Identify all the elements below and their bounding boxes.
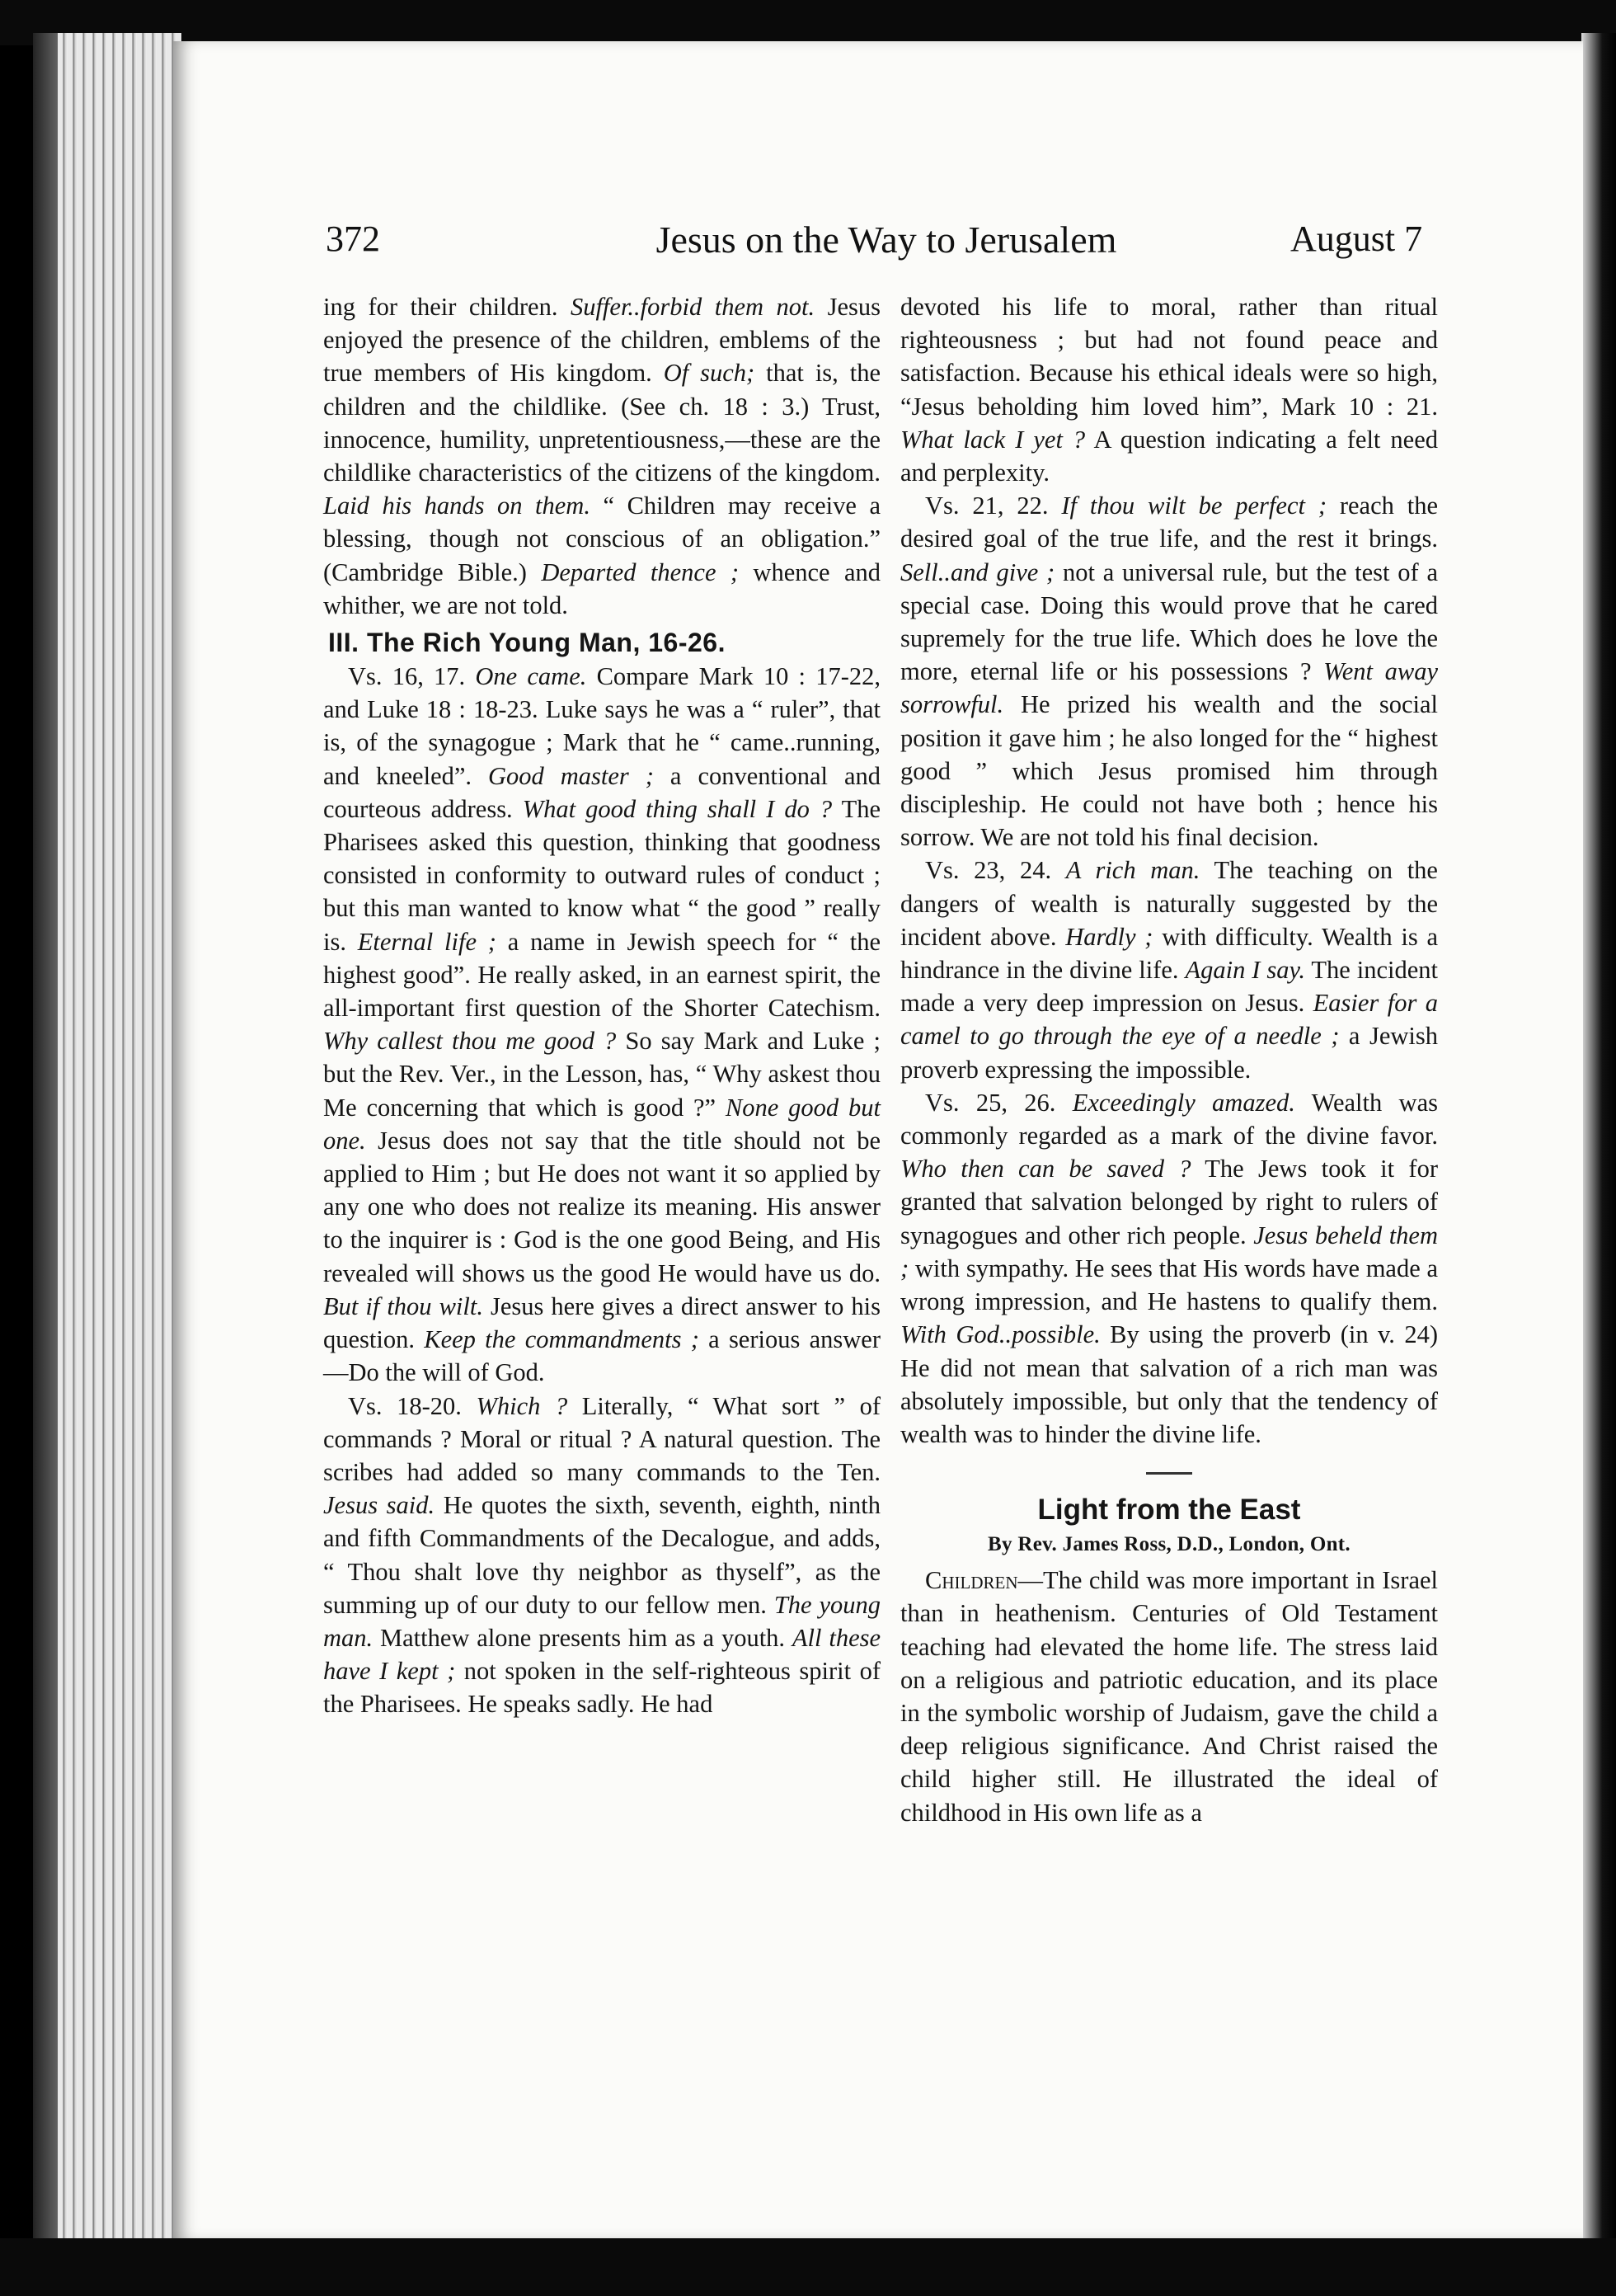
paragraph: devoted his life to moral, rather than ritual righteousness ; but had not found peace and satisfaction. Because his ethical ideals were so high, “Jesus beholding him loved him”, Mark 10 : 21. What lack I yet ? A question indicating a felt need and perplexity. [900,293,1438,487]
running-title: Jesus on the Way to Jerusalem [655,219,1117,261]
running-date: August 7 [1290,219,1423,259]
paragraph: Vs. 23, 24. A rich man. The teaching on the dangers of wealth is naturally suggested by the incident above. Hardly ; with difficulty. Wealth is a hindrance in the divine life. Again I say. The incident made a very deep impression on Jesus. Easier for a camel to go through the eye of a needle ; a Jewish proverb expressing the impossible. [900,856,1439,1084]
paragraph: Vs. 18-20. Which ? Literally, “ What sort ” of commands ? Moral or ritual ? A natural question. The scribes had added so many commands to the Ten. Jesus said. He quotes the sixth, seventh, eighth, ninth and fifth Commandments of the Decalogue, and adds, “ Thou shalt love thy neighbor as thyself”, as the summing up of our duty to our fellow men. The young man. Matthew alone presents him as a youth. All these have I kept ; not spoken in the self-righteous spirit of the Pharisees. He speaks sadly. He had [323,1391,881,1719]
article-byline: By Rev. James Ross, D.D., London, Ont. [988,1533,1351,1556]
right-column [900,290,1438,1829]
left-column [323,290,881,1721]
book-page-edges [58,33,181,2243]
paragraph: Vs. 16, 17. One came. Compare Mark 10 : 17-22, and Luke 18 : 18-23. Luke says he was a “ ruler”, that is, of the synagogue ; Mark that he “ came..running, and kneeled”. Good master ; a conventional and courteous address. What good thing shall I do ? The Pharisees asked this question, thinking that goodness consisted in conformity to outward rules of conduct ; but this man wanted to know what “ the good ” really is. Eternal life ; a name in Jewish speech for “ the highest good”. He really asked, in an earnest spirit, the all-important first question of the Shorter Catechism. Why callest thou me good ? So say Mark and Luke ; but the Rev. Ver., in the Lesson, has, “ Why askest thou Me concerning that which is good ?” None good but one. Jesus does not say that the title should not be applied to Him ; but He does not want it so applied by any one who does not realize its meaning. His answer to the inquirer is : God is the one good Being, and His revealed will shows us the good He would have us do. But if thou wilt. Jesus here gives a direct answer to his question. Keep the commandments ; a serious answer—Do the will of God. [323,662,881,1387]
paragraph: Vs. 25, 26. Exceedingly amazed. Wealth was commonly regarded as a mark of the divine favor. Who then can be saved ? The Jews took it for granted that salvation belonged by right to rulers of synagogues and other rich people. Jesus beheld them ; with sympathy. He sees that His words have made a wrong impression, and He hastens to qualify them. With God..possible. By using the proverb (in v. 24) He did not mean that salvation of a rich man was absolutely impossible, but only that the tendency of wealth was to hinder the divine life. [900,1088,1438,1448]
article-title: Light from the East [1037,1494,1301,1527]
divider-rule [1146,1472,1192,1475]
scan-right-border [1581,33,1616,2251]
paragraph: ing for their children. Suffer..forbid them not. Jesus enjoyed the presence of the children, emblems of the true members of His kingdom. Of such; that is, the children and the childlike. (See ch. 18 : 3.) Trust, innocence, humility, unpretentiousness,—these are the childlike characteristics of the citizens of the kingdom. Laid his hands on them. “ Children may receive a blessing, though not conscious of an obligation.” (Cambridge Bible.) Departed thence ; whence and whither, we are not told. [323,293,881,619]
paragraph: Vs. 21, 22. If thou wilt be perfect ; reach the desired goal of the true life, and the rest it brings. Sell..and give ; not a universal rule, but the test of a special case. Doing this would prove that he cared supremely for the true life. Which does he love the more, eternal life or his possessions ? Went away sorrowful. He prized his wealth and the social position it gave him ; he also longed for the “ highest good ” which Jesus promised him through discipleship. He could not have both ; hence his sorrow. We are not told his final decision. [900,492,1439,852]
paragraph: Children—The child was more important in Israel than in heathenism. Centuries of Old Testament teaching had elevated the home life. The stress laid on a religious and patriotic education, and its place in the symbolic worship of Judaism, gave the child a deep religious significance. And Christ raised the child higher still. He illustrated the ideal of childhood in His own life as a [900,1566,1438,1827]
scan-top-border [0,0,1616,45]
scan-bottom-border [0,2238,1616,2296]
page-number: 372 [326,219,380,259]
section-heading: III. The Rich Young Man, 16-26. [328,628,726,658]
